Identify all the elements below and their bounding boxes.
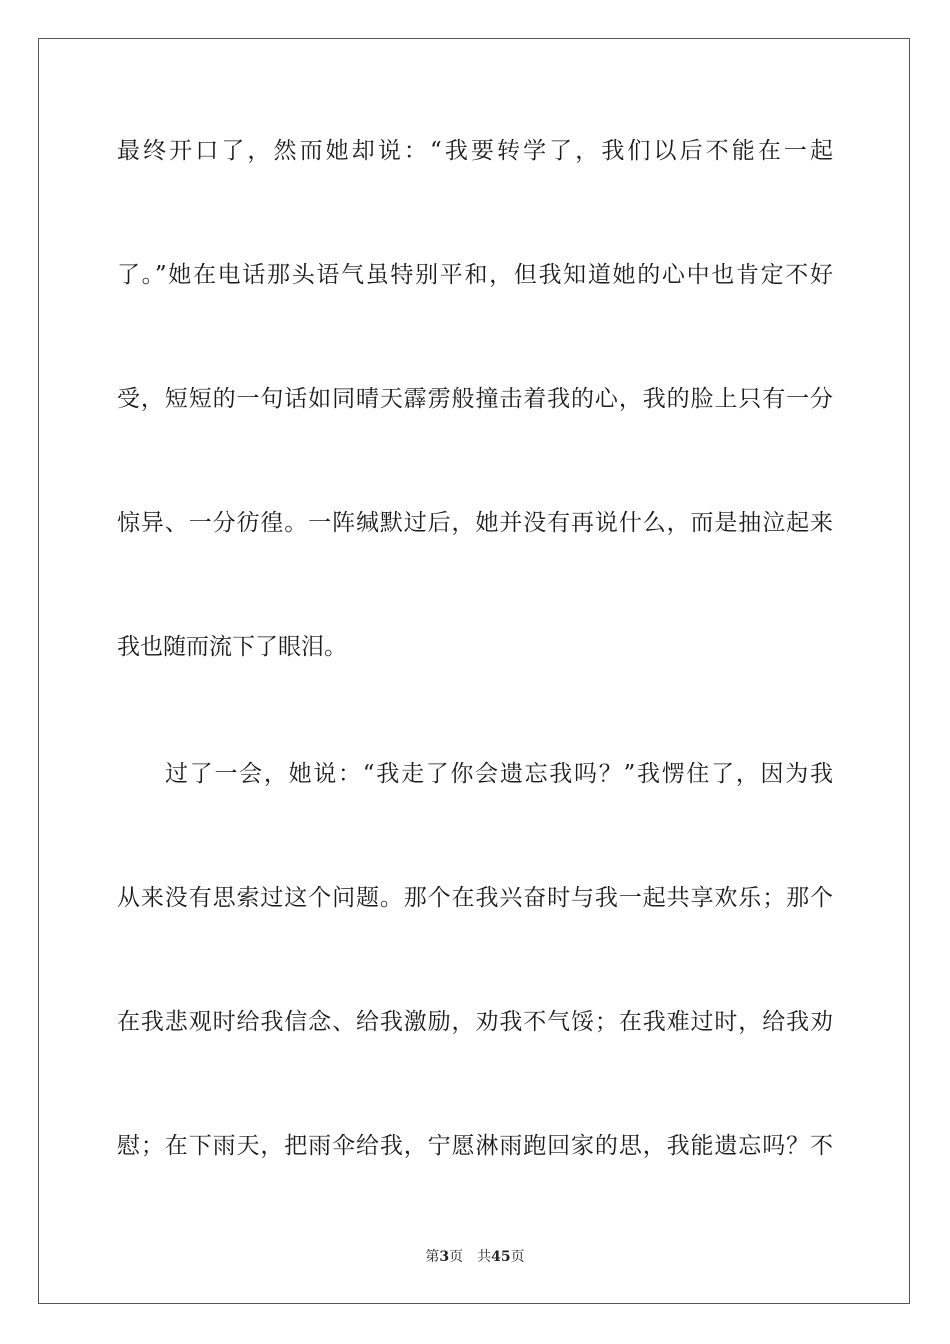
body-text-line: 我也随而流下了眼泪。 xyxy=(117,634,347,660)
body-text-line: 从来没有思索过这个问题。那个在我兴奋时与我一起共享欢乐；那个 xyxy=(117,885,833,911)
body-text-line: 最终开口了，然而她却说：“我要转学了，我们以后不能在一起 xyxy=(117,138,833,164)
body-text-line: 慰；在下雨天，把雨伞给我，宁愿淋雨跑回家的思，我能遗忘吗？不 xyxy=(117,1133,833,1159)
page-footer xyxy=(0,1247,950,1267)
body-text-line: 受，短短的一句话如同晴天霹雳般撞击着我的心，我的脸上只有一分 xyxy=(117,386,833,412)
footer-total-prefix: 共 xyxy=(477,1249,492,1265)
body-text-line: 在我悲观时给我信念、给我激励，劝我不气馁；在我难过时，给我劝 xyxy=(117,1009,833,1035)
footer-page-number: 3 xyxy=(439,1249,450,1265)
footer-total-suffix: 页 xyxy=(510,1249,525,1265)
footer-total-pages: 45 xyxy=(491,1249,511,1265)
page-border xyxy=(38,38,910,1304)
paragraph-first-line: 过了一会，她说：“我走了你会遗忘我吗？”我愣住了，因为我 xyxy=(165,761,833,787)
body-text-line: 惊异、一分彷徨。一阵缄默过后，她并没有再说什么，而是抽泣起来 xyxy=(117,510,833,536)
footer-page-suffix: 页 xyxy=(449,1249,464,1265)
footer-page-prefix: 第 xyxy=(425,1249,440,1265)
body-text-line: 了。”她在电话那头语气虽特别平和，但我知道她的心中也肯定不好 xyxy=(117,262,833,288)
